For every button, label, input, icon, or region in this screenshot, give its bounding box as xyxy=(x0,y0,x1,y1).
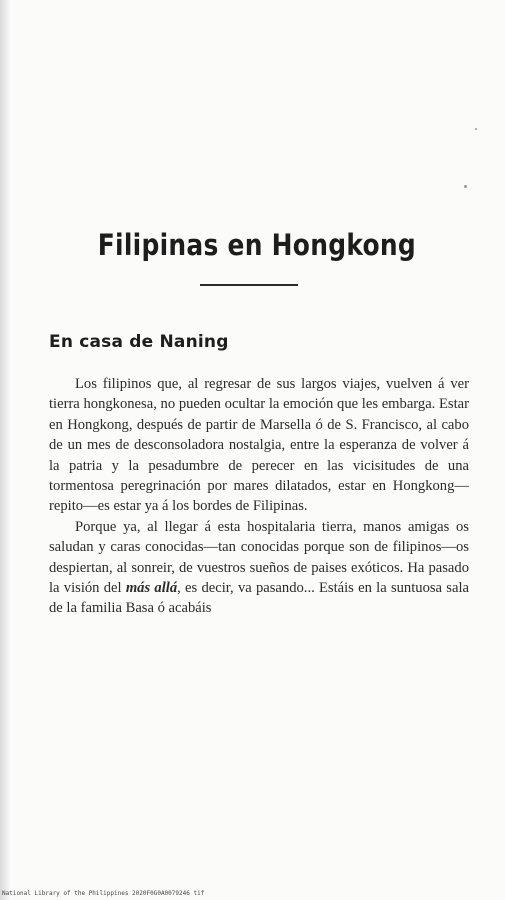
scan-speck xyxy=(475,128,477,130)
body-text xyxy=(49,374,469,619)
scan-speck xyxy=(464,185,467,188)
title-divider xyxy=(200,284,298,286)
paragraph-2-italic: más allá xyxy=(125,580,178,597)
paragraph-2 xyxy=(49,517,469,619)
paragraph-2-start: Porque ya, al llegar á esta hospitalaria tierra, manos amigas os saludan y caras conocidas—tan conocidas porque son de filipinos—os despiertan, al sonreir, de vuestros sueños de paises exóticos. Ha pasado la visión del xyxy=(49,518,469,597)
section-heading: En casa de Naning xyxy=(49,332,229,352)
paragraph-1: Los filipinos que, al regresar de sus largos viajes, vuelven á ver tierra hongkonesa, no pueden ocultar la emoción que les embarga. Estar en Hongkong, después de partir de Marsella ó de S. Francisco, al cabo de un mes de desconsoladora nostalgia, entre la esperanza de volver á la patria y la pesadumbre de perecer en las vicisitudes de una tormentosa peregrinación por mares dilatados, estar en Hongkong—repito—es estar ya á los bordes de Filipinas. xyxy=(49,376,469,515)
book-page xyxy=(12,0,505,900)
page-shadow-edge xyxy=(0,0,12,900)
page-title: Filipinas en Hongkong xyxy=(97,228,417,262)
paragraph-2-end: , es decir, va pasando... Estáis en la suntuosa sala de la familia Basa ó acabáis xyxy=(49,580,469,617)
scan-footer: National Library of the Philippines 2020F0G0A0079246 tif xyxy=(2,890,205,897)
